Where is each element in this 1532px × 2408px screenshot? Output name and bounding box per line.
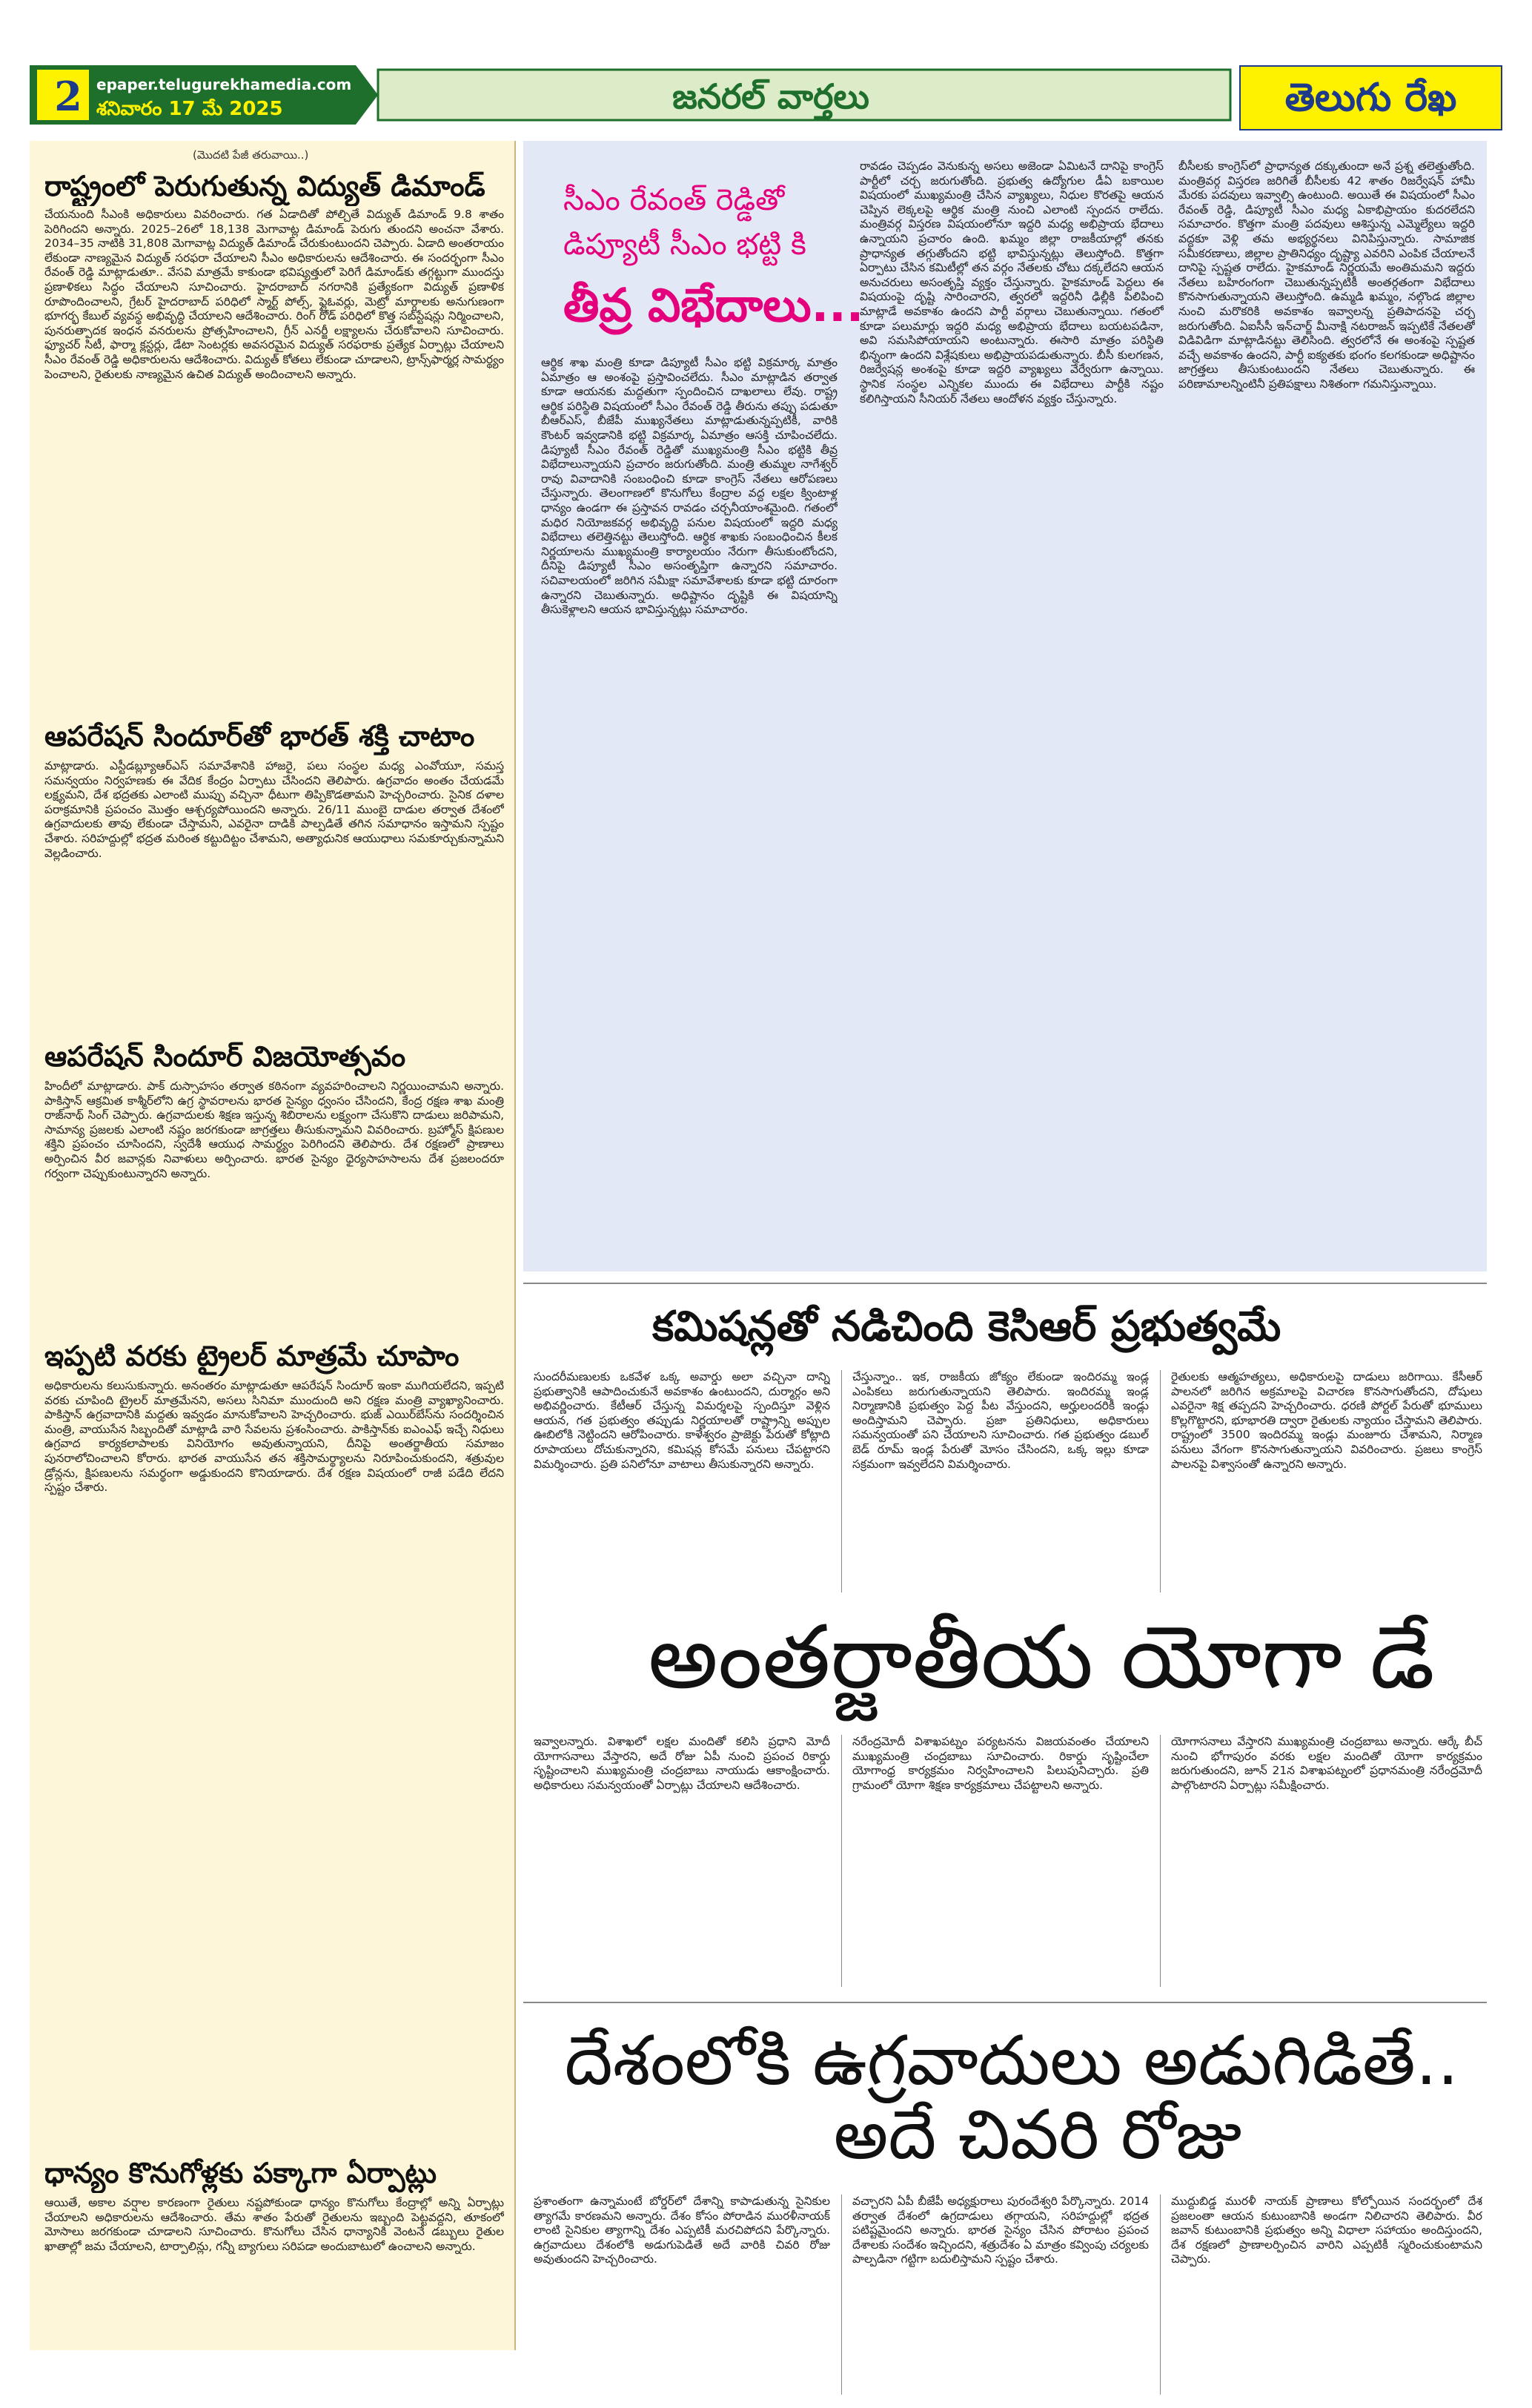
article-headline: రాష్ట్రంలో పెరుగుతున్న విద్యుత్ డిమాండ్ <box>44 170 485 202</box>
article-column: ప్రశాంతంగా ఉన్నామంటే బోర్డర్‌లో దేశాన్ని కాపాడుతున్న సైనికుల త్యాగమే కారణమని అన్నారు. దేశం కోసం పోరాడిన మురళీనాయక్ లాంటి సైనికుల త్యాగాన్ని దేశం ఎప్పటికీ మరచిపోదని పేర్కొన్నారు. ఉగ్రవాదులు దేశంలోకి అడుగుపెడితే అదే వారికి చివరి రోజు అవుతుందని హెచ్చరించారు. <box>534 2194 830 2266</box>
divider <box>523 2002 1487 2003</box>
section-title: జనరల్ వార్తలు <box>672 76 869 116</box>
article-column: నరేంద్రమోదీ విశాఖపట్నం పర్యటనను విజయవంతం చేయాలని ముఖ్యమంత్రి చంద్రబాబు సూచించారు. రికార్డు సృష్టించేలా యోగాంధ్ర కార్యక్రమం నిర్వహించాలని పిలుపునిచ్చారు. ప్రతి గ్రామంలో యోగా శిక్షణ కార్యక్రమాలు చేపట్టాలని అన్నారు. <box>852 1735 1149 1792</box>
article-headline: ఇప్పటి వరకు ట్రైలర్ మాత్రమే చూపాం <box>44 1340 460 1372</box>
article-body: ఆయితే, అకాల వర్షాల కారణంగా రైతులు నష్టపోకుండా ధాన్యం కొనుగోలు కేంద్రాల్లో అన్ని ఏర్పాట్లు చేయాలని అధికారులను ఆదేశించారు. తేమ శాతం పేరుతో రైతులను ఇబ్బంది పెట్టవద్దని, తూకంలో మోసాలు జరగకుండా చూడాలని సూచించారు. కొనుగోలు చేసిన ధాన్యానికి వెంటనే డబ్బులు రైతుల ఖాతాల్లో జమ చేయాలని, టార్పాలిన్లు, గన్నీ బ్యాగులు సరిపడా అందుబాటులో ఉంచాలని అన్నారు. <box>44 2196 504 2253</box>
article-body: అధికారులను కలుసుకున్నారు. అనంతరం మాట్లాడుతూ ఆపరేషన్ సిందూర్ ఇంకా ముగియలేదని, ఇప్పటి వరకు చూపింది ట్రైలర్ మాత్రమేనని, అసలు సినిమా ముందుంది అని రక్షణ మంత్రి వ్యాఖ్యానించారు. పాకిస్తాన్ ఉగ్రవాదానికి మద్దతు ఇవ్వడం మానుకోవాలని హెచ్చరించారు. భుజ్ ఎయిర్‌బేస్‌ను సందర్శించిన మంత్రి, వాయుసేన సిబ్బందితో మాట్లాడి వారి సేవలను ప్రశంసించారు. పాకిస్తాన్‌కు ఐఎంఎఫ్ ఇచ్చే నిధులు ఉగ్రవాద కార్యకలాపాలకు వినియోగం అవుతున్నాయని, దీనిపై అంతర్జాతీయ సమాజం పునరాలోచించాలని కోరారు. భారత వాయుసేన తన శక్తిసామర్థ్యాలను నిరూపించుకుందని, శత్రువుల డ్రోన్లను, క్షిపణులను సమర్థంగా అడ్డుకుందని కొనియాడారు. దేశ రక్షణ విషయంలో రాజీ పడేది లేదని స్పష్టం చేశారు. <box>44 1379 504 1495</box>
masthead-logo: తెలుగు రేఖ <box>1239 65 1502 130</box>
divider <box>523 1283 1487 1284</box>
article-headline: ఆపరేషన్ సిందూర్‌తో భారత్ శక్తి చాటాం <box>44 720 475 752</box>
article-headline-line-1: దేశంలోకి ఉగ్రవాదులు అడుగిడితే.. <box>564 2021 1459 2100</box>
divider <box>841 1735 842 1987</box>
article-column: సుందరీమణులకు ఒకవేళ ఒక్క అవార్డు అలా వచ్చినా దాన్ని ప్రభుత్వానికి ఆపాదించుకునే అవకాశం ఉంటుందని, దుర్మార్గం అని అభివర్ణించారు. కేటీఆర్ చేస్తున్న విమర్శలపై స్పందిస్తూ వెళ్లిన ఆయన, గత ప్రభుత్వం తప్పుడు నిర్ణయాలతో రాష్ట్రాన్ని అప్పుల ఊబిలోకి నెట్టిందని ఆరోపించారు. కాళేశ్వరం ప్రాజెక్టు పేరుతో కోట్లాది రూపాయలు దోచుకున్నారని, కమిషన్ల కోసమే పనులు చేపట్టారని విమర్శించారు. ప్రతి పనిలోనూ వాటాలు తీసుకున్నారని అన్నారు. <box>534 1370 830 1471</box>
article-column: యోగాసనాలు వేస్తారని ముఖ్యమంత్రి చంద్రబాబు అన్నారు. ఆర్కే బీచ్ నుంచి భోగాపురం వరకు లక్షల మందితో యోగా కార్యక్రమం జరుగుతుందని, జూన్ 21న విశాఖపట్నంలో ప్రధానమంత్రి నరేంద్రమోదీ పాల్గొంటారని ఏర్పాట్లు సమీక్షించారు. <box>1171 1735 1482 1792</box>
article-column: చేస్తున్నాం.. ఇక, రాజకీయ జోక్యం లేకుండా ఇందిరమ్మ ఇండ్ల ఎంపికలు జరుగుతున్నాయని తెలిపారు. ఇందిరమ్మ ఇండ్ల నిర్మాణానికి ప్రభుత్వం పెద్ద పీట వేస్తుందని, అర్హులందరికీ ఇండ్లు అందిస్తామని చెప్పారు. ప్రజా ప్రతినిధులు, అధికారులు సమన్వయంతో పని చేయాలని సూచించారు. గత ప్రభుత్వం డబుల్ బెడ్ రూమ్ ఇండ్ల పేరుతో మోసం చేసిందని, ఒక్క ఇల్లు కూడా సక్రమంగా ఇవ్వలేదని విమర్శించారు. <box>852 1370 1149 1471</box>
box-column-2: రావడం చెప్పడం వెనుకున్న అసలు అజెండా ఏమిటనే దానిపై కాంగ్రెస్ పార్టీలో చర్చ జరుగుతోంది. ప్రభుత్వ ఉద్యోగుల డీఏ బకాయిల విషయంలో ముఖ్యమంత్రి చేసిన వ్యాఖ్యలు, నిధుల కొరతపై ఆయన చెప్పిన లెక్కలపై ఆర్థిక మంత్రి నుంచి ఎలాంటి స్పందన రాలేదు. మంత్రివర్గ విస్తరణ విషయంలోనూ ఇద్దరి మధ్య అభిప్రాయ భేదాలు ఉన్నాయని ప్రచారం ఉంది. ఖమ్మం జిల్లా రాజకీయాల్లో తనకు ప్రాధాన్యత తగ్గుతోందని భట్టి భావిస్తున్నట్లు తెలుస్తోంది. కొత్తగా ఏర్పాటు చేసిన కమిటీల్లో తన వర్గం నేతలకు చోటు దక్కలేదని ఆయన అనుచరులు అసంతృప్తి వ్యక్తం చేస్తున్నారు. హైకమాండ్ పెద్దలు ఈ విషయంపై దృష్టి సారించారని, త్వరలో ఇద్దరినీ ఢిల్లీకి పిలిపించి మాట్లాడే అవకాశం ఉందని పార్టీ వర్గాలు చెబుతున్నాయి. గతంలో కూడా పలుమార్లు ఇద్దరి మధ్య అభిప్రాయ భేదాలు బయటపడినా, అవి సమసిపోయాయని అంటున్నారు. ఈసారి మాత్రం పరిస్థితి భిన్నంగా ఉందని విశ్లేషకులు అభిప్రాయపడుతున్నారు. బీసీ కులగణన, రిజర్వేషన్ల అంశంపై కూడా ఇద్దరి వ్యాఖ్యలు వేర్వేరుగా ఉన్నాయి. స్థానిక సంస్థల ఎన్నికల ముందు ఈ విభేదాలు పార్టీకి నష్టం కలిగిస్తాయని సీనియర్ నేతలు ఆందోళన వ్యక్తం చేస్తున్నారు. <box>860 159 1164 406</box>
article-column: వచ్చారని ఏపీ బీజేపీ అధ్యక్షురాలు పురందేశ్వరి పేర్కొన్నారు. 2014 తర్వాత దేశంలో ఉగ్రదాడులు తగ్గాయని, సరిహద్దుల్లో భద్రత పటిష్టమైందని అన్నారు. భారత సైన్యం చేసిన పోరాటం ప్రపంచ దేశాలకు సందేశం ఇచ్చిందని, శత్రుదేశం ఏ మాత్రం కవ్వింపు చర్యలకు పాల్పడినా గట్టిగా బదులిస్తామని స్పష్టం చేశారు. <box>852 2194 1149 2266</box>
box-column-3: బీసీలకు కాంగ్రెస్‌లో ప్రాధాన్యత దక్కుతుందా అనే ప్రశ్న తలెత్తుతోంది. మంత్రివర్గ విస్తరణ జరిగితే బీసీలకు 42 శాతం రిజర్వేషన్ హామీ మేరకు పదవులు ఇవ్వాల్సి ఉంటుంది. అయితే ఈ విషయంలో సీఎం రేవంత్ రెడ్డి, డిప్యూటీ సీఎం మధ్య ఏకాభిప్రాయం కుదరలేదని సమాచారం. కొత్తగా మంత్రి పదవులు ఆశిస్తున్న ఎమ్మెల్యేలు ఇద్దరి వద్దకూ వెళ్లి తమ అభ్యర్థనలు వినిపిస్తున్నారు. సామాజిక సమీకరణాలు, జిల్లాల ప్రాతినిధ్యం దృష్ట్యా ఎవరిని ఎంపిక చేయాలనే దానిపై స్పష్టత రాలేదు. హైకమాండ్ నిర్ణయమే అంతిమమని ఇద్దరు నేతలు బహిరంగంగా చెబుతున్నప్పటికీ అంతర్గతంగా విభేదాలు కొనసాగుతున్నాయని తెలుస్తోంది. ఉమ్మడి ఖమ్మం, నల్గొండ జిల్లాల నుంచి మరొకరికి అవకాశం ఇవ్వాలన్న ప్రతిపాదనపై చర్చ జరుగుతోంది. ఏఐసీసీ ఇన్‌చార్జ్ మీనాక్షి నటరాజన్ ఇప్పటికే నేతలతో విడివిడిగా మాట్లాడినట్టు తెలిసింది. త్వరలోనే ఈ అంశంపై స్పష్టత వచ్చే అవకాశం ఉందని, పార్టీ ఐక్యతకు భంగం కలగకుండా అధిష్టానం జాగ్రత్తలు తీసుకుంటుందని నేతలు చెబుతున్నారు. ఈ పరిణామాలన్నింటినీ ప్రతిపక్షాలు నిశితంగా గమనిస్తున్నాయి. <box>1178 159 1475 391</box>
article-body: చేయనుంది సీఎంకి అధికారులు వివరించారు. గత ఏడాదితో పోల్చితే విద్యుత్ డిమాండ్ 9.8 శాతం పెరిగిందని అన్నారు. 2025–26లో 18,138 మెగావాట్ల డిమాండ్ పెరుగు తుందని అంచనా వేశారు. 2034–35 నాటికి 31,808 మెగావాట్ల విద్యుత్ డిమాండ్ చేరుకుంటుందని చెప్పారు. ఏడాది అంతరాయం లేకుండా నాణ్యమైన విద్యుత్ సరఫరా చేయాలని సీఎం అధికారులను ఆదేశించారు. ఈ సందర్భంగా సీఎం రేవంత్ రెడ్డి మాట్లాడుతూ.. వేసవి మాత్రమే కాకుండా భవిష్యత్తులో పెరిగే డిమాండ్‌కు తగ్గట్టుగా ముందస్తు ప్రణాళికలు సిద్ధం చేయాలని సూచించారు. హైదరాబాద్ నగరానికి ప్రత్యేకంగా విద్యుత్ ప్రణాళిక రూపొందించాలని, గ్రేటర్ హైదరాబాద్ పరిధిలో స్మార్ట్ పోల్స్, ఫ్లైఓవర్లు, మెట్రో మార్గాలకు అనుగుణంగా భూగర్భ కేబుల్ వ్యవస్థ అభివృద్ధి చేయాలని ఆదేశించారు. రింగ్ రోడ్ పరిధిలో కొత్త సబ్‌స్టేషన్లు నిర్మించాలని, పునరుత్పాదక ఇంధన వనరులను ప్రోత్సహించాలని, గ్రీన్ ఎనర్జీ లక్ష్యాలను చేరుకోవాలని సూచించారు. ఫ్యూచర్ సిటీ, ఫార్మా క్లస్టర్లు, డేటా సెంటర్లకు అవసరమైన విద్యుత్ సరఫరాకు ప్రత్యేక ఏర్పాట్లు చేయాలని సీఎం రేవంత్ రెడ్డి అధికారులను ఆదేశించారు. విద్యుత్ కోతలు లేకుండా చూడాలని, ట్రాన్స్‌ఫార్మర్ల సామర్థ్యం పెంచాలని, రైతులకు నాణ్యమైన ఉచిత విద్యుత్ అందించాలని అన్నారు. <box>44 208 504 381</box>
article-body: హిందీలో మాట్లాడారు. పాక్ దుస్సాహసం తర్వాత కఠినంగా వ్యవహరించాలని నిర్ణయించామని అన్నారు. పాకిస్తాన్ ఆక్రమిత కాశ్మీర్‌లోని ఉగ్ర స్థావరాలను భారత సైన్యం ధ్వంసం చేసిందని, కేంద్ర రక్షణ శాఖ మంత్రి రాజ్‌నాథ్ సింగ్ చెప్పారు. ఉగ్రవాదులకు శిక్షణ ఇస్తున్న శిబిరాలను లక్ష్యంగా చేసుకొని దాడులు జరిపామని, సామాన్య ప్రజలకు ఎలాంటి నష్టం జరగకుండా జాగ్రత్తలు తీసుకున్నామని వివరించారు. బ్రహ్మోస్ క్షిపణుల శక్తిని ప్రపంచం చూసిందని, స్వదేశీ ఆయుధ సామర్థ్యం పెరిగిందని తెలిపారు. దేశ రక్షణలో ప్రాణాలు అర్పించిన వీర జవాన్లకు నివాళులు అర్పించారు. భారత సైన్యం ధైర్యసాహసాలను దేశ ప్రజలందరూ గర్వంగా చెప్పుకుంటున్నారని అన్నారు. <box>44 1079 504 1180</box>
article-column: ఇవ్వాలన్నారు. విశాఖలో లక్షల మందితో కలిసి ప్రధాని మోదీ యోగాసనాలు వేస్తారని, అదే రోజు ఏపీ నుంచి ప్రపంచ రికార్డు సృష్టించాలని ముఖ్యమంత్రి చంద్రబాబు నాయుడు ఆకాంక్షించారు. అధికారులు సమన్వయంతో ఏర్పాట్లు చేయాలని ఆదేశించారు. <box>534 1735 830 1792</box>
divider <box>841 1370 842 1592</box>
article-column: ముద్దుబిడ్డ మురళీ నాయక్ ప్రాణాలు కోల్పోయిన సందర్భంలో దేశ ప్రజలంతా ఆయన కుటుంబానికి అండగా నిలిచారని తెలిపారు. వీర జవాన్ కుటుంబానికి ప్రభుత్వం అన్ని విధాలా సహాయం అందిస్తుందని, దేశ రక్షణలో ప్రాణాలర్పించిన వారిని ఎప్పటికీ స్మరించుకుంటామని చెప్పారు. <box>1171 2194 1482 2266</box>
deck-line-2: డిప్యూటీ సీఎం భట్టి కి <box>563 228 806 262</box>
issue-date: శనివారం 17 మే 2025 <box>96 98 283 120</box>
article-column: రైతులకు ఆత్మహత్యలు, అధికారులపై దాడులు జరిగాయి. కేసీఆర్ పాలనలో జరిగిన అక్రమాలపై విచారణ కొనసాగుతోందని, దోషులు ఎవరైనా శిక్ష తప్పదని హెచ్చరించారు. ధరణి పోర్టల్ పేరుతో భూములు కొల్లగొట్టారని, భూభారతి ద్వారా రైతులకు న్యాయం చేస్తామని తెలిపారు. రాష్ట్రంలో 3500 ఇందిరమ్మ ఇండ్లు మంజూరు చేశామని, నిర్మాణ పనులు వేగంగా కొనసాగుతున్నాయని వివరించారు. ప్రజలు కాంగ్రెస్ పాలనపై విశ్వాసంతో ఉన్నారని అన్నారు. <box>1171 1370 1482 1471</box>
page-number: 2 <box>54 73 82 120</box>
divider <box>841 2194 842 2395</box>
divider <box>1160 1370 1161 1592</box>
website-url[interactable]: epaper.telugurekhamedia.com <box>89 74 356 95</box>
deck-line-3: తీవ్ర విభేదాలు... <box>563 278 864 332</box>
continued-note: (మొదటి పేజీ తరువాయి..) <box>193 148 309 162</box>
box-column-1: ఆర్థిక శాఖ మంత్రి కూడా డిప్యూటీ సీఎం భట్టి విక్రమార్క మాత్రం ఏమాత్రం ఆ అంశంపై ప్రస్తావించలేదు. సీఎం మాట్లాడిన తర్వాత కూడా ఆయనకు మద్దతుగా స్పందించిన దాఖలాలు లేవు. రాష్ట్ర ఆర్థిక పరిస్థితి విషయంలో సీఎం రేవంత్ రెడ్డి తీరును తప్పు పడుతూ బీఆర్ఎస్, బీజేపీ ముఖ్యనేతలు మాట్లాడుతున్నప్పటికీ, వారికి కౌంటర్ ఇవ్వడానికి భట్టి విక్రమార్క ఏమాత్రం ఆసక్తి చూపించలేదు. డిప్యూటీ సీఎం రేవంత్ రెడ్డితో ముఖ్యమంత్రి సీఎం భట్టికి తీవ్ర విభేదాలున్నాయని ప్రచారం జరుగుతోంది. మంత్రి తుమ్మల నాగేశ్వర్ రావు వివాదానికి సంబంధించి కూడా కాంగ్రెస్ నేతలు ఆరోపణలు చేస్తున్నారు. తెలంగాణలో కొనుగోలు కేంద్రాల వద్ద లక్షల క్వింటాళ్ల ధాన్యం ఉండగా ఈ ప్రస్తావన రావడం చర్చనీయాంశమైంది. గతంలో మధిర నియోజకవర్గ అభివృద్ధి పనుల విషయంలో ఇద్దరి మధ్య విభేదాలు తలెత్తినట్టు తెలుస్తోంది. ఆర్థిక శాఖకు సంబంధించిన కీలక నిర్ణయాలను ముఖ్యమంత్రి కార్యాలయం నేరుగా తీసుకుంటోందని, దీనిపై డిప్యూటీ సీఎం అసంతృప్తిగా ఉన్నారని సమాచారం. సచివాలయంలో జరిగిన సమీక్షా సమావేశాలకు కూడా భట్టి దూరంగా ఉన్నారని చెబుతున్నారు. అధిష్టానం దృష్టికి ఈ విషయాన్ని తీసుకెళ్లాలని ఆయన భావిస్తున్నట్లు సమాచారం. <box>541 356 838 617</box>
article-body: మాట్లాడారు. ఎస్టీడబ్ల్యూఆర్ఎస్ సమావేశానికి హాజరై, పలు సంస్థల మధ్య ఎంవోయూ, సమస్త సమన్వయం నిర్వహణకు ఈ వేదిక కేంద్రం ఏర్పాటు చేసిందని తెలిపారు. ఉగ్రవాదం అంతం చేయడమే లక్ష్యమని, దేశ భద్రతకు ఎలాంటి ముప్పు వచ్చినా ధీటుగా తిప్పికొడతామని హెచ్చరించారు. సైనిక దళాల పరాక్రమానికి ప్రపంచం మొత్తం ఆశ్చర్యపోయిందని అన్నారు. 26/11 ముంబై దాడుల తర్వాత దేశంలో ఉగ్రవాదులకు తావు లేకుండా చేస్తామని, ఎవరైనా దాడికి పాల్పడితే తగిన సమాధానం ఇస్తామని స్పష్టం చేశారు. సరిహద్దుల్లో భద్రత మరింత కట్టుదిట్టం చేశామని, అత్యాధునిక ఆయుధాలు సమకూర్చుకున్నామని వెల్లడించారు. <box>44 759 504 860</box>
divider <box>1160 2194 1161 2395</box>
deck-line-1: సీఎం రేవంత్ రెడ్డితో <box>563 183 785 217</box>
article-headline: కమిషన్లతో నడిచింది కెసిఆర్ ప్రభుత్వమే <box>652 1303 1281 1351</box>
article-headline: ధాన్యం కొనుగోళ్లకు పక్కాగా ఏర్పాట్లు <box>44 2157 437 2189</box>
article-headline: ఆపరేషన్ సిందూర్ విజయోత్సవం <box>44 1040 406 1073</box>
article-headline: అంతర్జాతీయ యోగా డే <box>648 1606 1435 1708</box>
divider <box>1160 1735 1161 1987</box>
article-headline-line-2: అదే చివరి రోజు <box>833 2095 1242 2174</box>
